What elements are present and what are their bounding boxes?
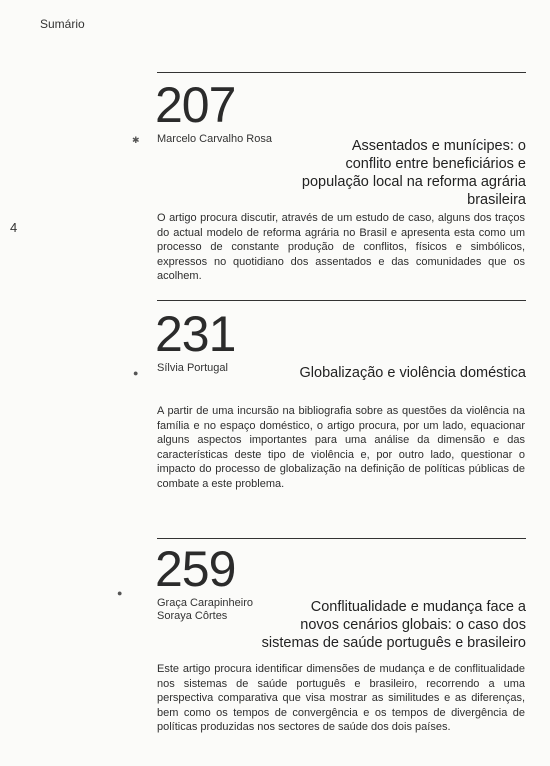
title-line: brasileira: [467, 192, 526, 208]
section-title: Sumário: [40, 17, 85, 31]
scan-mark: ✱: [132, 135, 140, 145]
article-page-number: 259: [155, 541, 236, 597]
title-line: Conflitualidade e mudança face a: [310, 599, 526, 615]
title-line: Assentados e munícipes: o: [351, 138, 526, 154]
article-author: [157, 597, 253, 623]
title-line: novos cenários globais: o caso dos: [300, 617, 526, 633]
article-abstract: O artigo procura discutir, através de um estudo de caso, alguns dos traços do actual modelo de reforma agrária no Brasil e apresenta esta como um processo de constante produção de conflitos, físicos e simbólicos, expressos no quotidiano dos assentados e das comunidades que os acolhem.: [157, 212, 525, 282]
divider-rule: [157, 538, 526, 539]
article-page-number: 207: [155, 77, 236, 133]
title-line: Globalização e violência doméstica: [299, 365, 526, 381]
title-line: população local na reforma agrária: [301, 174, 526, 190]
article-title: [262, 598, 526, 652]
page-number: 4: [10, 220, 18, 235]
divider-rule: [157, 300, 526, 301]
article-title: [302, 137, 526, 209]
author-name: Graça Carapinheiro: [157, 597, 253, 609]
title-line: conflito entre beneficiários e: [345, 156, 526, 172]
article-page-number: 231: [155, 306, 236, 362]
article-abstract: Este artigo procura identificar dimensões de mudança e de conflitualidade nos sistemas de saúde português e brasileiro, recorrendo a uma perspectiva comparativa que visa mostrar as similitudes e as diferenças, bem como os tempos de convergência e os tempos de divergência de políticas produzidas nos sectores de saúde dos dois países.: [157, 663, 525, 733]
scan-mark: ●: [117, 588, 123, 598]
article-author: Sílvia Portugal: [157, 362, 228, 374]
scan-mark: ●: [133, 368, 139, 378]
divider-rule: [157, 72, 526, 73]
article-author: Marcelo Carvalho Rosa: [157, 133, 272, 145]
article-abstract: A partir de uma incursão na bibliografia sobre as questões da violência na família e no espaço doméstico, o artigo procura, por um lado, equacionar alguns aspectos importantes para uma análise da dimensão e das características deste tipo de violência e, por outro lado, questionar o impacto do processo de globalização na definição de políticas públicas de combate a este problema.: [157, 405, 525, 490]
title-line: sistemas de saúde português e brasileiro: [261, 635, 526, 651]
author-name: Soraya Côrtes: [157, 610, 228, 622]
article-title: [300, 364, 527, 382]
